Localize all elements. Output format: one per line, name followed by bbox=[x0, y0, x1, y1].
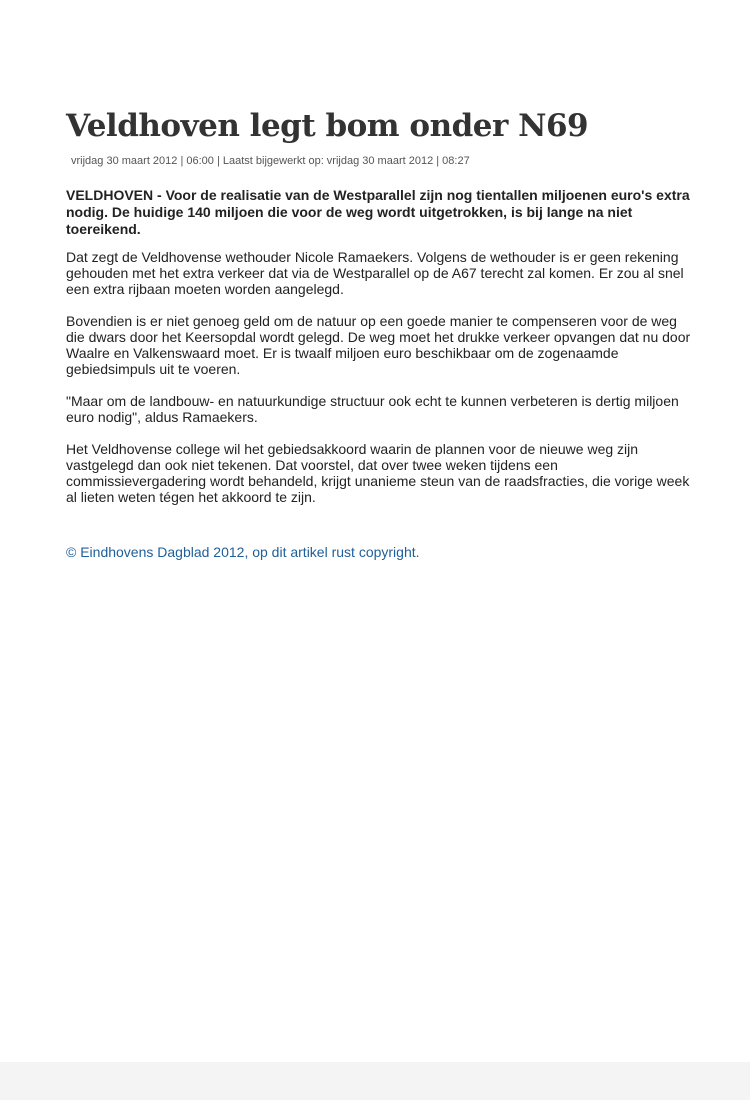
article-paragraph-2: Bovendien is er niet genoeg geld om de natuur op een goede manier te compenseren voor de weg die dwars door het Keersopdal wordt gelegd. De weg moet het drukke verkeer opvangen dat nu door Waalre en Valkenswaard moet. Er is twaalf miljoen euro beschikbaar om de zogenaamde gebiedsimpuls uit te voeren. bbox=[66, 313, 691, 377]
article-headline: Veldhoven legt bom onder N69 bbox=[66, 108, 589, 144]
article-lead: VELDHOVEN - Voor de realisatie van de Westparallel zijn nog tientallen miljoenen euro's extra nodig. De huidige 140 miljoen die voor de weg wordt uitgetrokken, is bij lange na niet toereikend. bbox=[66, 187, 690, 237]
article bbox=[66, 104, 696, 560]
article-paragraph-1: Dat zegt de Veldhovense wethouder Nicole Ramaekers. Volgens de wethouder is er geen rekening gehouden met het extra verkeer dat via de Westparallel op de A67 terecht zal komen. Er zou al snel een extra rijbaan moeten worden aangelegd. bbox=[66, 249, 684, 297]
article-paragraph-4: Het Veldhovense college wil het gebiedsakkoord waarin de plannen voor de nieuwe weg zijn vastgelegd dan ook niet tekenen. Dat voorstel, dat over twee weken tijdens een commissievergadering wordt behandeld, krijgt unanieme steun van de raadsfracties, die vorige week al lieten weten tégen het akkoord te zijn. bbox=[66, 441, 690, 505]
page-bottom-band bbox=[0, 1062, 750, 1100]
article-paragraph-3: "Maar om de landbouw- en natuurkundige structuur ook echt te kunnen verbeteren is dertig miljoen euro nodig", aldus Ramaekers. bbox=[66, 393, 679, 425]
article-meta: vrijdag 30 maart 2012 | 06:00 | Laatst bijgewerkt op: vrijdag 30 maart 2012 | 08:27 bbox=[71, 155, 470, 167]
copyright-notice: © Eindhovens Dagblad 2012, op dit artikel rust copyright. bbox=[66, 544, 420, 560]
